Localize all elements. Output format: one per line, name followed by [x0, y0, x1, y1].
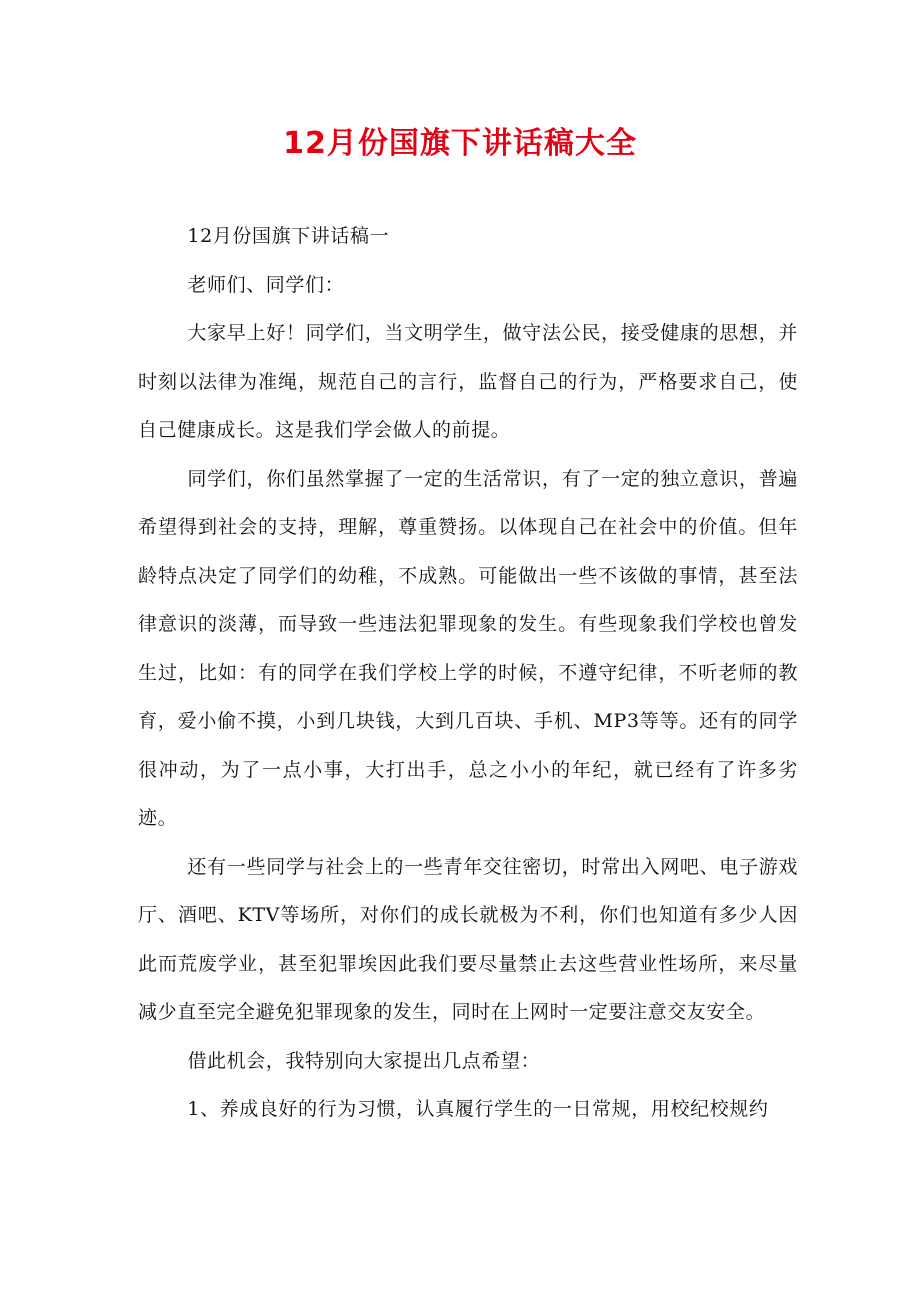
paragraph: 借此机会，我特别向大家提出几点希望：: [187, 1049, 541, 1072]
document-body: [138, 212, 798, 1134]
section-heading: 12月份国旗下讲话稿一: [187, 225, 390, 247]
paragraph: 大家早上好！同学们，当文明学生，做守法公民，接受健康的思想，并时刻以法律为准绳，规范自己的言行，监督自己的行为，严格要求自己，使自己健康成长。这是我们学会做人的前提。: [138, 322, 798, 441]
salutation: 老师们、同学们：: [187, 273, 345, 296]
document-title: 12月份国旗下讲话稿大全: [283, 126, 637, 161]
paragraph: 同学们，你们虽然掌握了一定的生活常识，有了一定的独立意识，普遍希望得到社会的支持，理解，尊重赞扬。以体现自己在社会中的价值。但年龄特点决定了同学们的幼稚，不成熟。可能做出一些不该做的事情，甚至法律意识的淡薄，而导致一些违法犯罪现象的发生。有些现象我们学校也曾发生过，比如：有的同学在我们学校上学的时候，不遵守纪律，不听老师的教育，爱小偷不摸，小到几块钱，大到几百块、手机、MP3等等。还有的同学很冲动，为了一点小事，大打出手，总之小小的年纪，就已经有了许多劣迹。: [138, 467, 798, 829]
paragraph: 还有一些同学与社会上的一些青年交往密切，时常出入网吧、电子游戏厅、酒吧、KTV等场所，对你们的成长就极为不利，你们也知道有多少人因此而荒废学业，甚至犯罪埃因此我们要尽量禁止去这些营业性场所，来尽量减少直至完全避免犯罪现象的发生，同时在上网时一定要注意交友安全。: [138, 855, 798, 1023]
paragraph: 1、养成良好的行为习惯，认真履行学生的一日常规，用校纪校规约: [187, 1098, 769, 1120]
